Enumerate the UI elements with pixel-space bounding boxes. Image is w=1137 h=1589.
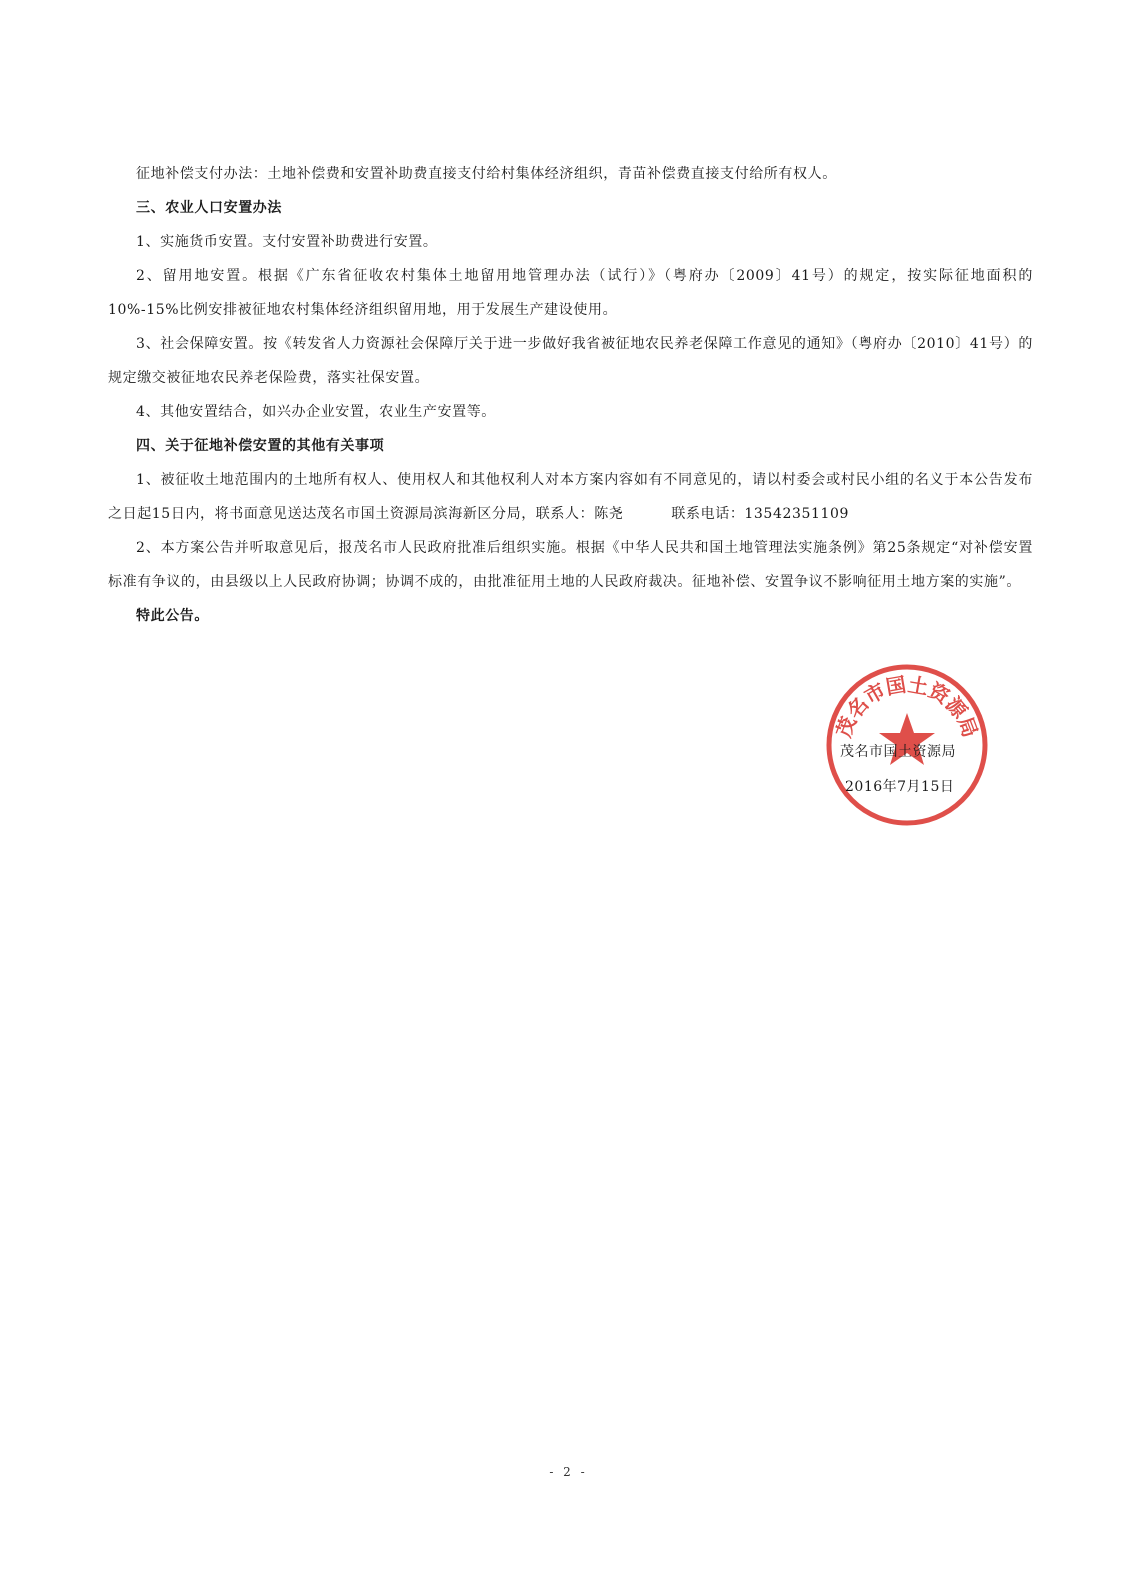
document-body <box>108 157 1033 633</box>
seal-text: 茂名市国土资源局 <box>831 672 983 741</box>
paragraph-approval: 2、本方案公告并听取意见后，报茂名市人民政府批准后组织实施。根据《中华人民共和国土地管理法实施条例》第25条规定“对补偿安置标准有争议的，由县级以上人民政府协调；协调不成的，由批准征用土地的人民政府裁决。征地补偿、安置争议不影响征用土地方案的实施”。 <box>108 540 1033 590</box>
section-heading-3: 三、农业人口安置办法 <box>136 200 282 216</box>
paragraph-item-1: 1、实施货币安置。支付安置补助费进行安置。 <box>136 234 438 250</box>
signature-org: 茂名市国土资源局 <box>840 744 956 760</box>
signature-date: 2016年7月15日 <box>845 779 955 795</box>
objection-text: 1、被征收土地范围内的土地所有权人、使用权人和其他权利人对本方案内容如有不同意见的，请以村委会或村民小组的名义于本公告发布之日起15日内，将书面意见送达茂名市国土资源局滨海新区分局，联系人：陈尧 <box>108 472 1033 522</box>
paragraph-item-2: 2、留用地安置。根据《广东省征收农村集体土地留用地管理办法（试行）》（粤府办〔2009〕41号）的规定，按实际征地面积的10%-15%比例安排被征地农村集体经济组织留用地，用于发展生产建设使用。 <box>108 268 1033 318</box>
page-number: - 2 - <box>549 1465 588 1479</box>
contact-phone: 联系电话：13542351109 <box>671 506 850 522</box>
paragraph-item-4: 4、其他安置结合，如兴办企业安置，农业生产安置等。 <box>136 404 496 420</box>
section-heading-4: 四、关于征地补偿安置的其他有关事项 <box>136 438 385 454</box>
paragraph-objection <box>108 463 1033 531</box>
closing-text: 特此公告。 <box>136 608 209 624</box>
paragraph-item-3: 3、社会保障安置。按《转发省人力资源社会保障厅关于进一步做好我省被征地农民养老保障工作意见的通知》（粤府办〔2010〕41号）的规定缴交被征地农民养老保险费，落实社保安置。 <box>108 336 1033 386</box>
paragraph-payment-method: 征地补偿支付办法：土地补偿费和安置补助费直接支付给村集体经济组织，青苗补偿费直接支付给所有权人。 <box>136 166 837 182</box>
